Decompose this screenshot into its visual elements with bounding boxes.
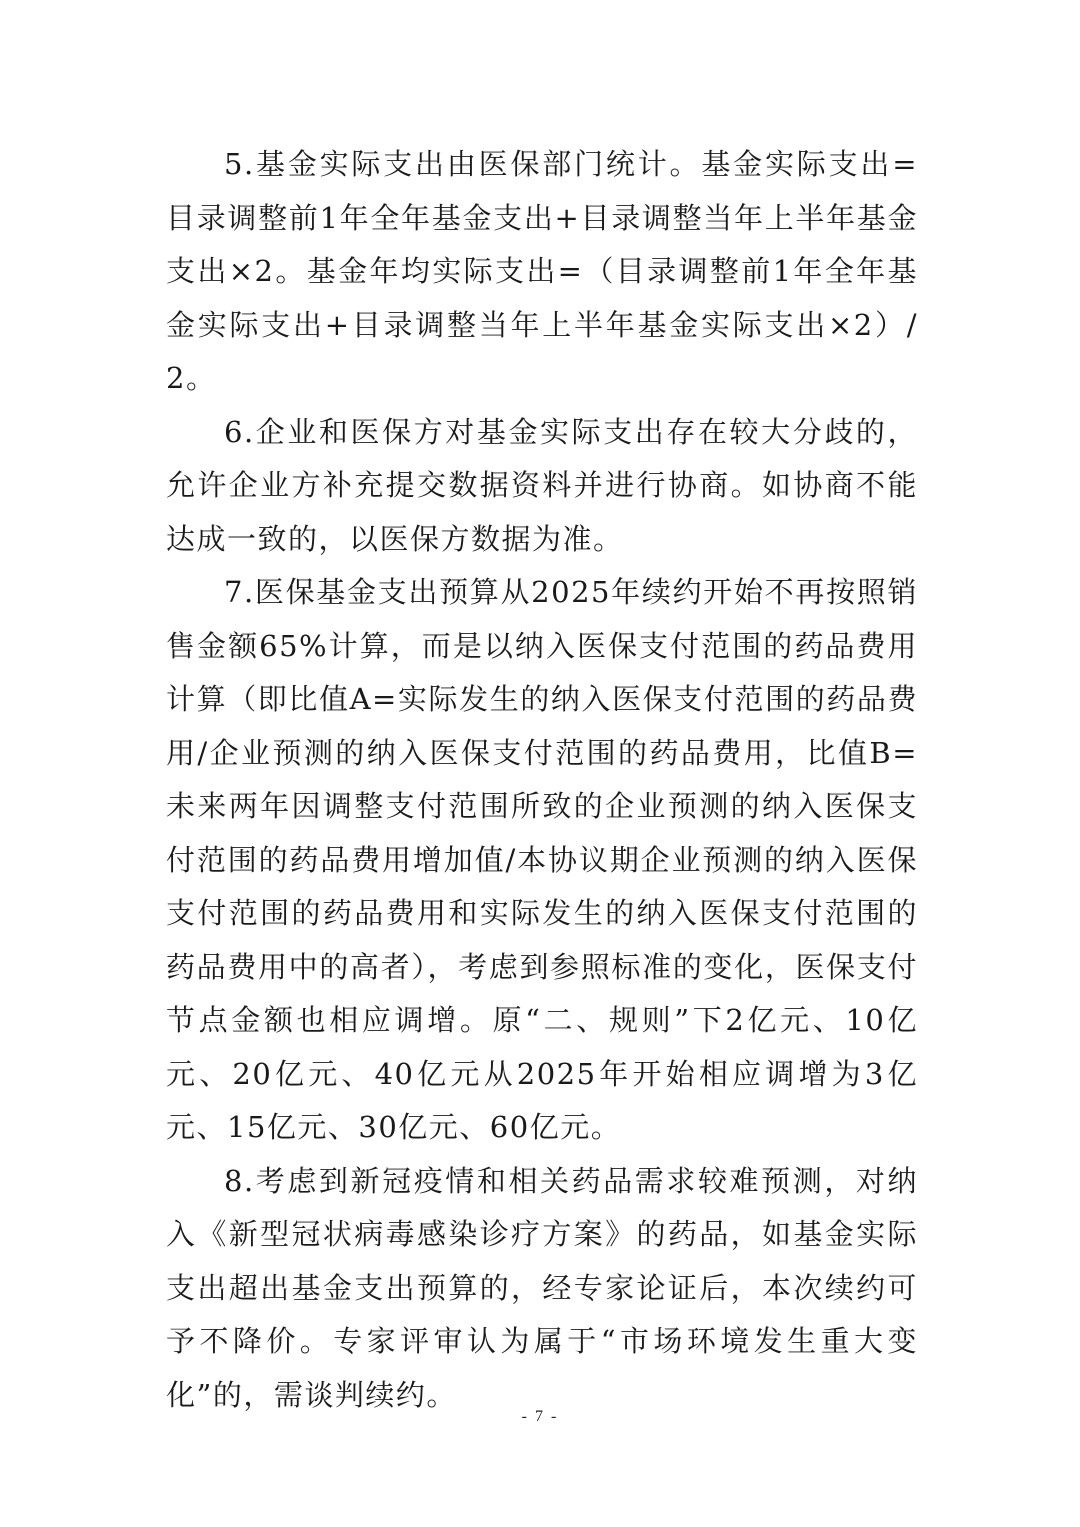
page-number: - 7 - bbox=[521, 1408, 559, 1425]
document-body bbox=[166, 138, 918, 1422]
paragraph-7: 7.医保基金支出预算从2025年续约开始不再按照销售金额65%计算，而是以纳入医保支付范围的药品费用计算（即比值A=实际发生的纳入医保支付范围的药品费用/企业预测的纳入医保支付范围的药品费用，比值B=未来两年因调整支付范围所致的企业预测的纳入医保支付范围的药品费用增加值/本协议期企业预测的纳入医保支付范围的药品费用和实际发生的纳入医保支付范围的药品费用中的高者），考虑到参照标准的变化，医保支付节点金额也相应调增。原“二、规则”下2亿元、10亿元、20亿元、40亿元从2025年开始相应调增为3亿元、15亿元、30亿元、60亿元。 bbox=[166, 575, 918, 1144]
paragraph-5: 5.基金实际支出由医保部门统计。基金实际支出=目录调整前1年全年基金支出+目录调整当年上半年基金支出×2。基金年均实际支出=（目录调整前1年全年基金实际支出+目录调整当年上半年基金实际支出×2）/2。 bbox=[166, 147, 918, 395]
paragraph-6: 6.企业和医保方对基金实际支出存在较大分歧的，允许企业方补充提交数据资料并进行协商。如协商不能达成一致的，以医保方数据为准。 bbox=[166, 414, 918, 556]
paragraph-8: 8.考虑到新冠疫情和相关药品需求较难预测，对纳入《新型冠状病毒感染诊疗方案》的药品，如基金实际支出超出基金支出预算的，经专家论证后，本次续约可予不降价。专家评审认为属于“市场环境发生重大变化”的，需谈判续约。 bbox=[166, 1163, 918, 1412]
